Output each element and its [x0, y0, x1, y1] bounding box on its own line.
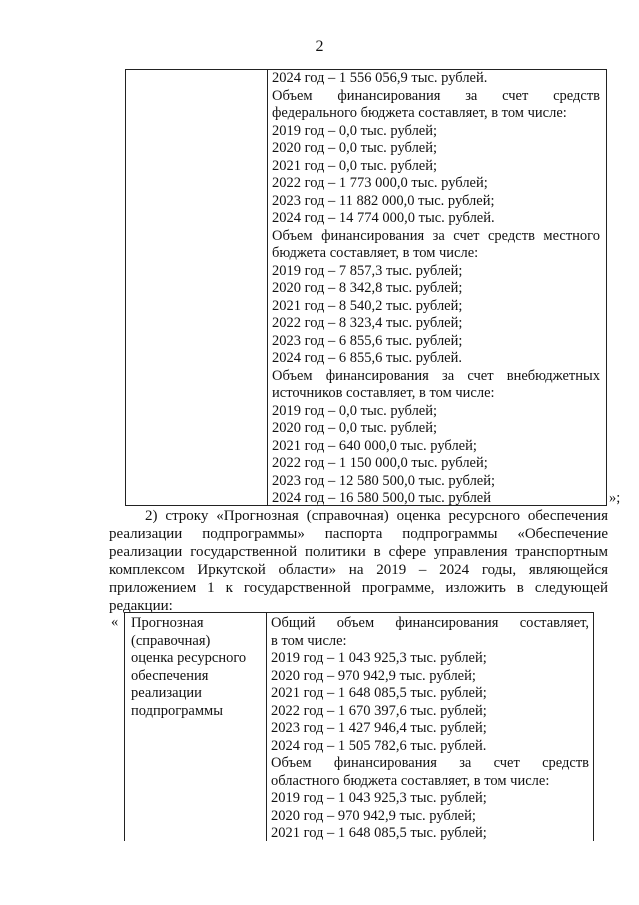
forecast-line: областного бюджета составляет, в том числе: [271, 772, 550, 789]
funding-line: 2024 год – 16 580 500,0 тыс. рублей [272, 490, 492, 506]
paragraph-line: приложением 1 к государственной программе, изложить в следующей [109, 580, 608, 596]
row-title-line: (справочная) [131, 632, 211, 649]
funding-line: 2020 год – 0,0 тыс. рублей; [272, 420, 438, 436]
funding-line: 2023 год – 6 855,6 тыс. рублей; [272, 332, 463, 349]
forecast-line: 2019 год – 1 043 925,3 тыс. рублей; [271, 790, 487, 806]
funding-line: 2022 год – 8 323,4 тыс. рублей; [272, 315, 463, 331]
forecast-line: 2024 год – 1 505 782,6 тыс. рублей. [271, 737, 487, 754]
paragraph-line: редакции: [109, 598, 173, 614]
forecast-line: 2023 год – 1 427 946,4 тыс. рублей; [271, 720, 487, 736]
funding-line: 2022 год – 1 150 000,0 тыс. рублей; [272, 455, 488, 471]
funding-line: Объем финансирования за счет средств [272, 87, 600, 104]
row-title-line: обеспечения [131, 667, 209, 684]
row-title-line: реализации [131, 685, 202, 701]
funding-line: 2020 год – 8 342,8 тыс. рублей; [272, 280, 463, 296]
forecast-line: Объем финансирования за счет средств [271, 755, 589, 771]
forecast-line: 2020 год – 970 942,9 тыс. рублей; [271, 807, 476, 824]
funding-line: 2023 год – 11 882 000,0 тыс. рублей; [272, 192, 495, 209]
opening-quote: « [111, 614, 119, 630]
forecast-line: в том числе: [271, 632, 347, 649]
page-number: 2 [315, 38, 324, 55]
forecast-line: 2021 год – 1 648 085,5 тыс. рублей; [271, 685, 487, 701]
row-title-line: подпрограммы [131, 702, 223, 719]
funding-line: Объем финансирования за счет средств местного [272, 227, 600, 244]
forecast-line: 2021 год – 1 648 085,5 тыс. рублей; [271, 825, 487, 841]
forecast-resource-table [124, 612, 594, 841]
forecast-line: 2019 год – 1 043 925,3 тыс. рублей; [271, 650, 487, 666]
funding-line: 2019 год – 0,0 тыс. рублей; [272, 122, 438, 139]
paragraph-line: реализации государственной политики в сфере управления транспортным [109, 544, 608, 560]
funding-details-cell [272, 70, 600, 508]
amendment-paragraph [109, 507, 608, 615]
funding-line: бюджета составляет, в том числе: [272, 245, 479, 261]
funding-line: источников составляет, в том числе: [272, 385, 495, 401]
funding-line: федерального бюджета составляет, в том числе: [272, 105, 567, 121]
paragraph-line: реализации подпрограммы» паспорта подпрограммы «Обеспечение [109, 526, 608, 542]
funding-line: 2019 год – 7 857,3 тыс. рублей; [272, 262, 463, 279]
funding-line: 2020 год – 0,0 тыс. рублей; [272, 140, 438, 156]
paragraph-line: комплексом Иркутской области» на 2019 – 2024 годы, являющейся [109, 562, 608, 578]
funding-line: 2024 год – 1 556 056,9 тыс. рублей. [272, 70, 488, 86]
closing-quote: »; [609, 490, 621, 506]
funding-line: 2019 год – 0,0 тыс. рублей; [272, 402, 438, 419]
funding-line: 2024 год – 6 855,6 тыс. рублей. [272, 350, 463, 366]
table-column-divider [266, 613, 267, 841]
forecast-line: Общий объем финансирования составляет, [271, 615, 589, 631]
row-title-line: Прогнозная [131, 615, 204, 631]
funding-line: 2021 год – 0,0 тыс. рублей; [272, 157, 438, 174]
funding-line: 2023 год – 12 580 500,0 тыс. рублей; [272, 472, 496, 489]
funding-line: 2021 год – 640 000,0 тыс. рублей; [272, 437, 477, 454]
paragraph-line: 2) строку «Прогнозная (справочная) оценка ресурсного обеспечения [145, 508, 608, 524]
forecast-details-cell [271, 615, 589, 843]
row-title-line: оценка ресурсного [131, 650, 247, 666]
funding-line: Объем финансирования за счет внебюджетных [272, 367, 600, 384]
forecast-line: 2020 год – 970 942,9 тыс. рублей; [271, 667, 476, 684]
table-column-divider [267, 70, 268, 505]
funding-line: 2021 год – 8 540,2 тыс. рублей; [272, 297, 463, 314]
funding-line: 2024 год – 14 774 000,0 тыс. рублей. [272, 210, 495, 226]
forecast-line: 2022 год – 1 670 397,6 тыс. рублей; [271, 702, 487, 719]
funding-line: 2022 год – 1 773 000,0 тыс. рублей; [272, 175, 488, 191]
funding-table-continuation [125, 69, 607, 506]
row-title-cell [131, 615, 261, 720]
